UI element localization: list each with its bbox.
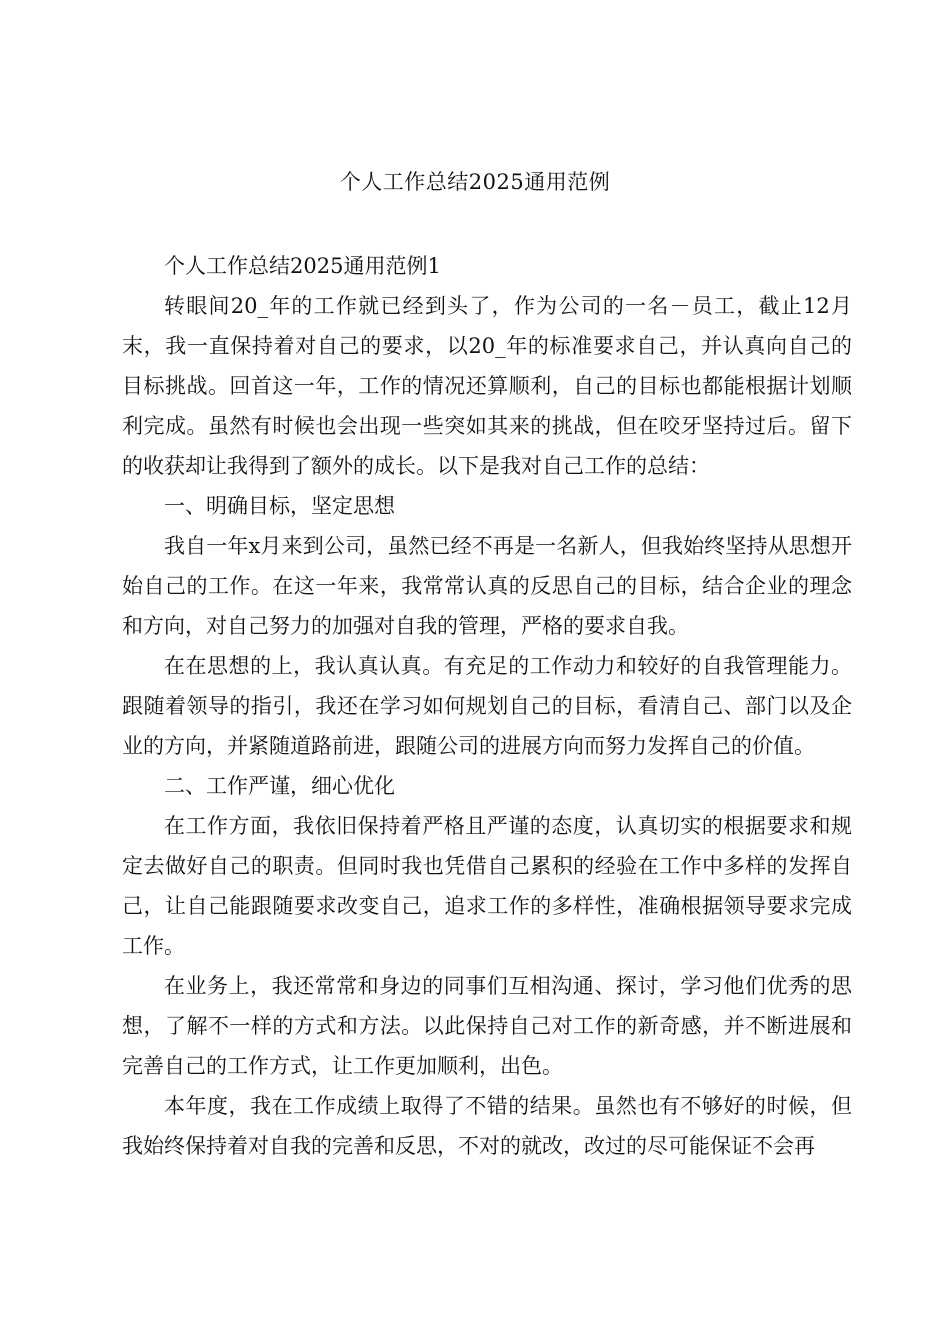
paragraph-goals-1: 我自一年x月来到公司，虽然已经不再是一名新人，但我始终坚持从思想开始自己的工作。在这一年来，我常常认真的反思自己的目标，结合企业的理念和方向，对自己努力的加强对自我的管理，严格的要求自我。 [122,534,852,638]
paragraph-intro: 转眼间20_年的工作就已经到头了，作为公司的一名－员工，截止12月末，我一直保持着对自己的要求，以20_年的标准要求自己，并认真向自己的目标挑战。回首这一年，工作的情况还算顺利，自己的目标也都能根据计划顺利完成。虽然有时候也会出现一些突如其来的挑战，但在咬牙坚持过后。留下的收获却让我得到了额外的成长。以下是我对自己工作的总结： [122,294,852,478]
paragraph-goals-2: 在在思想的上，我认真认真。有充足的工作动力和较好的自我管理能力。跟随着领导的指引，我还在学习如何规划自己的目标，看清自己、部门以及企业的方向，并紧随道路前进，跟随公司的进展方向而努力发挥自己的价值。 [122,654,852,758]
heading-work: 二、工作严谨，细心优化 [164,774,395,798]
document-body [122,246,852,1166]
document-title: 个人工作总结2025通用范例 [339,170,611,194]
heading-goals: 一、明确目标，坚定思想 [164,494,395,518]
section-title: 个人工作总结2025通用范例1 [164,254,441,278]
paragraph-work-1: 在工作方面，我依旧保持着严格且严谨的态度，认真切实的根据要求和规定去做好自己的职责。但同时我也凭借自己累积的经验在工作中多样的发挥自己，让自己能跟随要求改变自己，追求工作的多样性，准确根据领导要求完成工作。 [122,814,852,958]
paragraph-work-2: 在业务上，我还常常和身边的同事们互相沟通、探讨，学习他们优秀的思想，了解不一样的方式和方法。以此保持自己对工作的新奇感，并不断进展和完善自己的工作方式，让工作更加顺利，出色。 [122,974,852,1078]
paragraph-work-3: 本年度，我在工作成绩上取得了不错的结果。虽然也有不够好的时候，但我始终保持着对自我的完善和反思，不对的就改，改过的尽可能保证不会再 [122,1094,852,1158]
